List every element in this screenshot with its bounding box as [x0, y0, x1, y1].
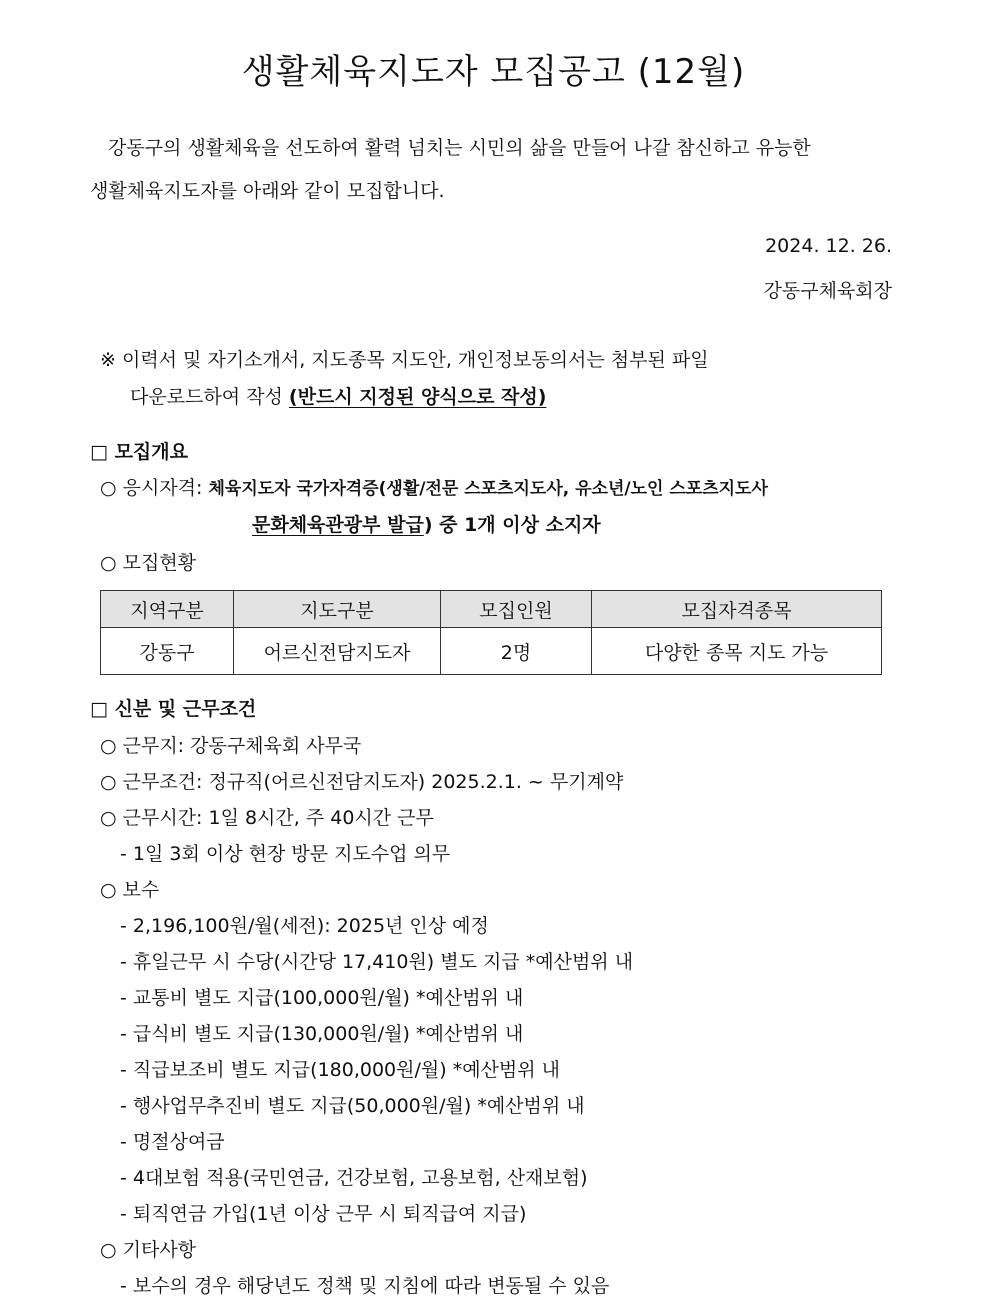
attachment-notice-line-1: ※ 이력서 및 자기소개서, 지도종목 지도안, 개인정보동의서는 첨부된 파일: [100, 349, 709, 371]
condition-line: - 퇴직연금 가입(1년 이상 근무 시 퇴직급여 지급): [120, 1203, 527, 1225]
attachment-notice-line-2: [130, 382, 546, 409]
table-header-cell: 모집자격종목: [592, 591, 882, 628]
condition-line: - 교통비 별도 지급(100,000원/월) *예산범위 내: [120, 987, 524, 1009]
recruit-status-label: ○ 모집현황: [100, 552, 197, 574]
condition-line: - 행사업무추진비 별도 지급(50,000원/월) *예산범위 내: [120, 1095, 585, 1117]
qualification-text: 체육지도자 국가자격증(생활/전문 스포츠지도사, 유소년/노인 스포츠지도사: [208, 479, 768, 499]
condition-line: - 급식비 별도 지급(130,000원/월) *예산범위 내: [120, 1023, 524, 1045]
condition-line: - 휴일근무 시 수당(시간당 17,410원) 별도 지급 *예산범위 내: [120, 951, 634, 973]
qualification-label: ○ 응시자격:: [100, 477, 209, 499]
table-cell: 2명: [441, 628, 592, 675]
intro-line-2: 생활체육지도자를 아래와 같이 모집합니다.: [90, 180, 445, 202]
qualification-issuer: 문화체육관광부 발급: [252, 514, 424, 536]
condition-line: ○ 근무시간: 1일 8시간, 주 40시간 근무: [100, 807, 434, 829]
section-heading-overview: □ 모집개요: [90, 441, 188, 463]
section-heading-conditions: □ 신분 및 근무조건: [90, 698, 257, 720]
table-header-cell: 지역구분: [101, 591, 234, 628]
condition-line: - 보수의 경우 해당년도 정책 및 지침에 따라 변동될 수 있음: [120, 1275, 610, 1297]
recruitment-table: [100, 590, 882, 675]
intro-line-1: 강동구의 생활체육을 선도하여 활력 넘치는 시민의 삶을 만들어 나갈 참신하고 유능한: [108, 137, 811, 159]
table-header-cell: 지도구분: [234, 591, 441, 628]
qualification-requirement: ) 중 1개 이상 소지자: [423, 514, 601, 536]
condition-line: - 4대보험 적용(국민연금, 건강보험, 고용보험, 산재보험): [120, 1167, 588, 1189]
condition-line: - 2,196,100원/월(세전): 2025년 인상 예정: [120, 915, 489, 937]
table-row: [101, 628, 882, 675]
table-cell: 강동구: [101, 628, 234, 675]
condition-line: - 직급보조비 별도 지급(180,000원/월) *예산범위 내: [120, 1059, 561, 1081]
notice-date: 2024. 12. 26.: [765, 235, 892, 257]
attachment-notice-text: 다운로드하여 작성: [130, 386, 289, 408]
page-title: 생활체육지도자 모집공고 (12월): [241, 52, 746, 92]
attachment-notice-emphasis: (반드시 지정된 양식으로 작성): [288, 386, 547, 408]
table-header-cell: 모집인원: [441, 591, 592, 628]
condition-line: - 1일 3회 이상 현장 방문 지도수업 의무: [120, 843, 451, 865]
qualification-line-2: [252, 510, 601, 537]
table-cell: 어르신전담지도자: [234, 628, 441, 675]
table-header-row: [101, 591, 882, 628]
condition-line: - 명절상여금: [120, 1131, 225, 1153]
qualification-line-1: [100, 473, 768, 500]
condition-line: ○ 근무지: 강동구체육회 사무국: [100, 735, 362, 757]
table-cell: 다양한 종목 지도 가능: [592, 628, 882, 675]
condition-line: ○ 근무조건: 정규직(어르신전담지도자) 2025.2.1. ~ 무기계약: [100, 771, 624, 793]
condition-line: ○ 보수: [100, 879, 160, 901]
issuer-name: 강동구체육회장: [763, 280, 892, 302]
condition-line: ○ 기타사항: [100, 1239, 197, 1261]
